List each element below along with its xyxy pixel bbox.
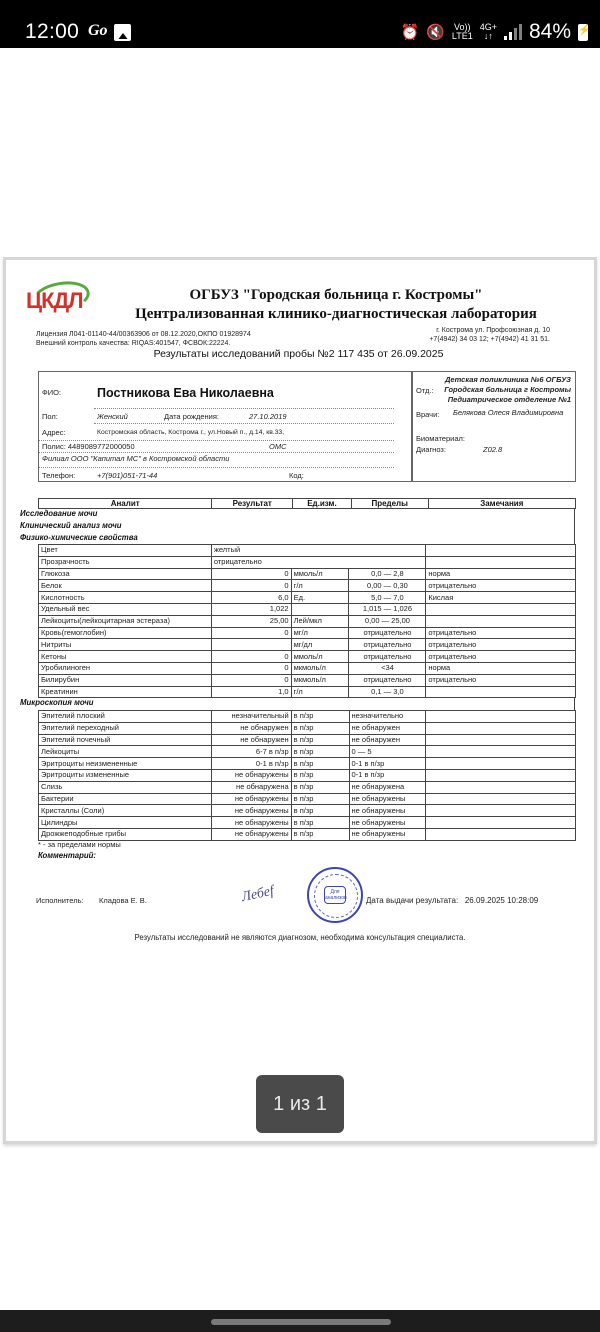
section-microscopy: Микроскопия мочи — [20, 698, 94, 707]
analyte-cell: Удельный вес — [39, 603, 212, 615]
biomaterial-label: Биоматериал: — [416, 434, 465, 443]
unit-cell: в п/зр — [291, 781, 349, 793]
note-cell — [426, 805, 576, 817]
analyte-cell: Билирубин — [39, 674, 212, 686]
address-label: Адрес: — [42, 428, 66, 437]
result-cell: 1,0 — [211, 686, 291, 698]
fio-label: ФИО: — [42, 388, 62, 397]
department-info-box — [411, 371, 576, 482]
network-type-icon: 4G+ ↓↑ — [479, 22, 497, 41]
note-cell — [426, 746, 576, 758]
section-physchem: Физико-химические свойства — [20, 533, 138, 542]
range-cell: незначительно — [349, 711, 426, 723]
table-row — [39, 603, 576, 615]
note-cell — [426, 556, 576, 568]
analyte-cell: Эритроциты неизмененные — [39, 758, 212, 770]
unit-cell: Лей/мкл — [291, 615, 349, 627]
result-cell: незначительный — [211, 711, 291, 723]
range-cell: не обнаружены — [349, 828, 426, 840]
result-cell: 6-7 в п/зр — [211, 746, 291, 758]
code-label: Код: — [289, 471, 304, 480]
result-cell: 6,0 — [211, 592, 291, 604]
col-notes: Замечания — [480, 499, 524, 508]
home-gesture-handle[interactable] — [211, 1319, 391, 1325]
result-cell: не обнаружены — [211, 828, 291, 840]
col-result: Результат — [212, 499, 293, 508]
table-row — [39, 556, 576, 568]
col-analyte: Аналит — [39, 499, 212, 508]
analyte-cell: Эритроциты измененные — [39, 769, 212, 781]
note-cell: Кислая — [426, 592, 576, 604]
result-cell: желтый — [211, 545, 426, 557]
lab-stamp: Для анализов — [307, 867, 363, 923]
result-cell: не обнаружен — [211, 734, 291, 746]
note-cell — [426, 769, 576, 781]
table-row — [39, 674, 576, 686]
table-row — [39, 805, 576, 817]
note-cell — [426, 817, 576, 829]
phone-label: Телефон: — [42, 471, 76, 480]
unit-cell: в п/зр — [291, 805, 349, 817]
result-cell: 0-1 в п/зр — [211, 758, 291, 770]
unit-cell: мг/дл — [291, 639, 349, 651]
range-cell: 0,00 — 25,00 — [349, 615, 426, 627]
note-cell — [426, 615, 576, 627]
unit-cell — [291, 603, 349, 615]
unit-cell: в п/зр — [291, 722, 349, 734]
table-row — [39, 545, 576, 557]
range-cell: 5,0 — 7,0 — [349, 592, 426, 604]
page-indicator: 1 из 1 — [256, 1075, 344, 1133]
note-cell — [426, 722, 576, 734]
sex-label: Пол: — [42, 412, 58, 421]
result-cell — [211, 639, 291, 651]
phone-value: +7(901)051-71-44 — [97, 471, 158, 480]
table-row — [39, 734, 576, 746]
analyte-cell: Прозрачность — [39, 556, 212, 568]
dept-line1: Детская поликлиника №6 ОГБУЗ — [444, 375, 571, 384]
range-cell: не обнаружен — [349, 734, 426, 746]
unit-cell: Ед. — [291, 592, 349, 604]
range-cell: не обнаружена — [349, 781, 426, 793]
analyte-cell: Цвет — [39, 545, 212, 557]
mute-icon: 🔇 — [426, 24, 445, 41]
alarm-icon: ⏰ — [400, 24, 420, 41]
dob-label: Дата рождения: — [164, 412, 219, 421]
note-cell: отрицательно — [426, 627, 576, 639]
analyte-cell: Бактерии — [39, 793, 212, 805]
microscopy-table — [38, 710, 576, 841]
table-row — [39, 639, 576, 651]
unit-cell: г/л — [291, 580, 349, 592]
executor-label: Исполнитель: — [36, 896, 84, 905]
analyte-cell: Глюкоза — [39, 568, 212, 580]
result-cell: не обнаружен — [211, 722, 291, 734]
analyte-cell: Кристаллы (Соли) — [39, 805, 212, 817]
table-row — [39, 627, 576, 639]
dept-label: Отд.: — [416, 386, 434, 395]
table-row — [39, 828, 576, 840]
range-cell: 0,00 — 0,30 — [349, 580, 426, 592]
unit-cell: мг/л — [291, 627, 349, 639]
lab-address: г. Кострома ул. Профсоюзная д. 10 +7(4942) 34 03 12; +7(4942) 41 31 51. — [429, 327, 550, 343]
unit-cell: в п/зр — [291, 746, 349, 758]
result-cell: не обнаружены — [211, 769, 291, 781]
unit-cell: г/л — [291, 686, 349, 698]
range-cell: 0 — 5 — [349, 746, 426, 758]
clock: 12:00 — [25, 20, 80, 43]
analyte-cell: Нитриты — [39, 639, 212, 651]
unit-cell: в п/зр — [291, 769, 349, 781]
table-row — [39, 817, 576, 829]
note-cell — [426, 545, 576, 557]
signature: Лебеf — [240, 883, 276, 906]
result-cell: 0 — [211, 568, 291, 580]
table-header — [38, 498, 576, 509]
result-cell: 1,022 — [211, 603, 291, 615]
table-row — [39, 651, 576, 663]
range-cell: 1,015 — 1,026 — [349, 603, 426, 615]
unit-cell: в п/зр — [291, 828, 349, 840]
result-title: Результаты исследований пробы №2 117 435 от 26.09.2025 — [153, 348, 444, 360]
note-cell — [426, 686, 576, 698]
patient-name: Постникова Ева Николаевна — [97, 386, 274, 400]
range-cell: отрицательно — [349, 651, 426, 663]
range-cell: 0,0 — 2,8 — [349, 568, 426, 580]
footnote: * - за пределами нормы — [38, 840, 121, 849]
lab-logo: ЦКДЛ — [22, 282, 90, 314]
doctor-value: Белякова Олеся Владимировна — [453, 408, 564, 417]
analyte-cell: Эпителий плоский — [39, 711, 212, 723]
diagnosis-value: Z02.8 — [483, 445, 503, 454]
note-cell — [426, 793, 576, 805]
result-cell: не обнаружены — [211, 793, 291, 805]
range-cell: отрицательно — [349, 627, 426, 639]
unit-cell: мкмоль/л — [291, 674, 349, 686]
document-page[interactable] — [3, 257, 597, 1144]
table-row — [39, 580, 576, 592]
table-row — [39, 711, 576, 723]
table-row — [39, 686, 576, 698]
result-cell: 0 — [211, 627, 291, 639]
result-cell: 0 — [211, 580, 291, 592]
gallery-icon — [114, 24, 131, 41]
policy-type: ОМС — [269, 442, 287, 451]
note-cell: норма — [426, 662, 576, 674]
range-cell: 0-1 в п/зр — [349, 758, 426, 770]
note-cell: отрицательно — [426, 580, 576, 592]
go-icon: Go — [88, 22, 108, 39]
note-cell — [426, 734, 576, 746]
analyte-cell: Эпителий переходный — [39, 722, 212, 734]
address-value: Костромская область, Кострома г., ул.Новый п., д.14, кв.33, — [97, 429, 285, 436]
range-cell: 0,1 — 3,0 — [349, 686, 426, 698]
table-row — [39, 615, 576, 627]
analyte-cell: Лейкоциты — [39, 746, 212, 758]
sex-value: Женский — [97, 412, 128, 421]
note-cell: отрицательно — [426, 639, 576, 651]
analyte-cell: Эпителий почечный — [39, 734, 212, 746]
note-cell — [426, 828, 576, 840]
result-cell: 0 — [211, 662, 291, 674]
volte-icon: Vo)) LTE1 — [451, 22, 473, 41]
analyte-cell: Дрожжеподобные грибы — [39, 828, 212, 840]
range-cell: не обнаружены — [349, 805, 426, 817]
analyte-cell: Уробилиноген — [39, 662, 212, 674]
col-unit: Ед.изм. — [293, 499, 352, 508]
range-cell: отрицательно — [349, 639, 426, 651]
table-row — [39, 781, 576, 793]
analyte-cell: Кетоны — [39, 651, 212, 663]
result-cell: не обнаружены — [211, 805, 291, 817]
result-cell: не обнаружены — [211, 817, 291, 829]
table-row — [39, 769, 576, 781]
result-cell: не обнаружена — [211, 781, 291, 793]
analyte-cell: Креатинин — [39, 686, 212, 698]
analyte-cell: Лейкоциты(лейкоцитарная эстераза) — [39, 615, 212, 627]
table-row — [39, 793, 576, 805]
result-cell: 0 — [211, 651, 291, 663]
section-study: Исследование мочи — [20, 509, 98, 518]
note-cell — [426, 758, 576, 770]
issue-date: Дата выдачи результата: 26.09.2025 10:28:09 — [366, 896, 539, 905]
analyte-cell: Цилиндры — [39, 817, 212, 829]
result-cell: 25,00 — [211, 615, 291, 627]
note-cell: отрицательно — [426, 651, 576, 663]
doctor-label: Врачи: — [416, 410, 440, 419]
unit-cell: в п/зр — [291, 793, 349, 805]
analyte-cell: Кровь(гемоглобин) — [39, 627, 212, 639]
unit-cell: в п/зр — [291, 758, 349, 770]
range-cell: не обнаружены — [349, 817, 426, 829]
document-viewer[interactable] — [0, 48, 600, 1310]
status-bar — [0, 0, 600, 48]
range-cell: отрицательно — [349, 674, 426, 686]
unit-cell: ммоль/л — [291, 651, 349, 663]
unit-cell: ммоль/л — [291, 568, 349, 580]
note-cell — [426, 603, 576, 615]
executor-name: Кладова Е. В. — [99, 896, 147, 905]
status-icons — [400, 20, 588, 44]
range-cell: 0-1 в п/зр — [349, 769, 426, 781]
signal-icon — [504, 24, 522, 40]
note-cell: отрицательно — [426, 674, 576, 686]
insurer: Филиал ООО "Капитал МС" в Костромской области — [42, 454, 230, 463]
battery-percent: 84% — [528, 20, 571, 43]
range-cell: <34 — [349, 662, 426, 674]
table-row — [39, 722, 576, 734]
analyte-cell: Кислотность — [39, 592, 212, 604]
analyte-cell: Слизь — [39, 781, 212, 793]
physchem-table — [38, 544, 576, 698]
comment-label: Комментарий: — [38, 851, 96, 860]
patient-info-box — [38, 371, 413, 482]
result-cell: отрицательно — [211, 556, 426, 568]
unit-cell: в п/зр — [291, 734, 349, 746]
note-cell: норма — [426, 568, 576, 580]
org-name: ОГБУЗ "Городская больница г. Костромы" — [189, 287, 483, 303]
lab-name: Централизованная клинико-диагностическая лаборатория — [135, 306, 537, 322]
table-row — [39, 568, 576, 580]
analyte-cell: Белок — [39, 580, 212, 592]
range-cell: не обнаружен — [349, 722, 426, 734]
range-cell: не обнаружены — [349, 793, 426, 805]
table-row — [39, 746, 576, 758]
dept-line2: Городская больница г Костромы — [444, 385, 571, 394]
dept-line3: Педиатрическое отделение №1 — [447, 395, 571, 404]
table-row — [39, 758, 576, 770]
license-info: Лицензия Л041-01140-44/00363906 от 08.12.2020,ОКПО 01928974 Внешний контроль качества: RIQAS:401547, ФСВОК:22224. — [36, 331, 251, 347]
note-cell — [426, 711, 576, 723]
unit-cell: в п/зр — [291, 817, 349, 829]
table-row — [39, 592, 576, 604]
diagnosis-label: Диагноз: — [416, 445, 446, 454]
result-cell: 0 — [211, 674, 291, 686]
table-row — [39, 662, 576, 674]
disclaimer: Результаты исследований не являются диагнозом, необходима консультация специалиста. — [134, 933, 466, 942]
dob-value: 27.10.2019 — [249, 412, 287, 421]
policy-label: Полис: 4489089772000050 — [42, 442, 135, 451]
col-range: Пределы — [352, 499, 429, 508]
unit-cell: мкмоль/л — [291, 662, 349, 674]
unit-cell: в п/зр — [291, 711, 349, 723]
battery-charging-icon — [578, 24, 588, 41]
note-cell — [426, 781, 576, 793]
section-clinical: Клинический анализ мочи — [20, 521, 122, 530]
navigation-bar — [0, 1310, 600, 1332]
